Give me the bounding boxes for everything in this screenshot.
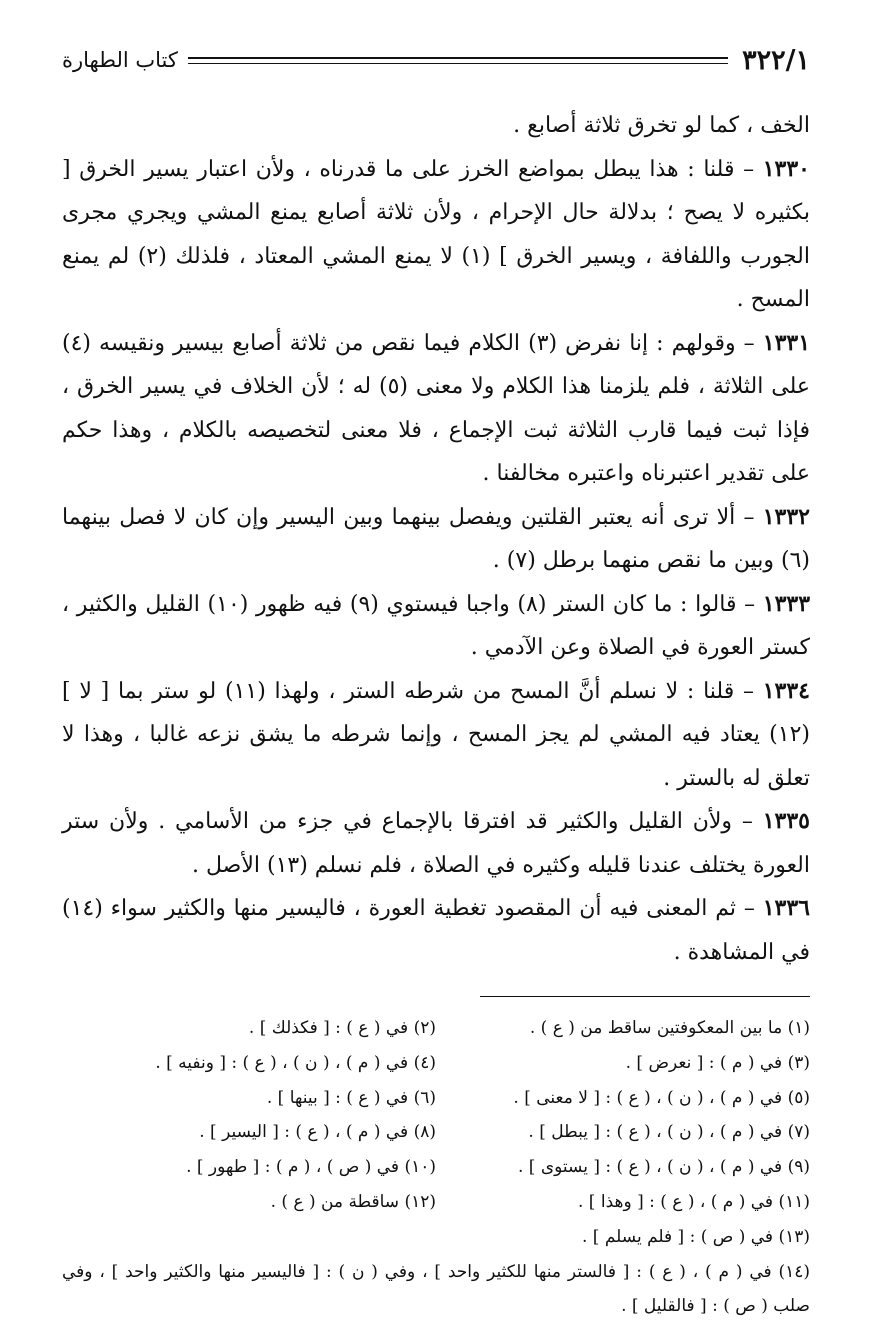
footnote <box>62 1220 436 1255</box>
footnote: (٢) في ( ع ) : [ فكذلك ] . <box>248 1018 436 1038</box>
paragraph-text: – قلنا : لا نسلم أنَّ المسح من شرطه الستر ، ولهذا (١١) لو ستر بما [ لا ] (١٢) يعتاد فيه المشي لم يجز المسح ، وإنما شرطه ما يشق نزعه غالبا ، وهذا لا تعلق له بالستر . <box>62 678 810 791</box>
footnote-row <box>62 1081 810 1116</box>
page-number: ٣٢٢/١ <box>742 44 810 76</box>
paragraph-text: الخف ، كما لو تخرق ثلاثة أصابع . <box>513 113 810 138</box>
header-rule <box>188 57 728 64</box>
footnote: (١٤) في ( م ) ، ( ع ) : [ فالستر منها للكثير واحد ] ، وفي ( ن ) : [ فاليسير منها والكثير واحد ] ، وفي صلب ( ص ) : [ فالقليل ] . <box>62 1261 810 1317</box>
footnote: (١٢) ساقطة من ( ع ) . <box>270 1191 436 1212</box>
paragraph-number: ١٣٣٦ <box>762 895 810 921</box>
main-text <box>62 104 810 974</box>
paragraph-text: – قالوا : ما كان الستر (٨) واجبا فيستوي (٩) فيه ظهور (١٠) القليل والكثير ، كستر العورة في الصلاة وعن الآدمي . <box>62 591 810 660</box>
footnote-row <box>62 1046 810 1081</box>
paragraph <box>62 800 810 887</box>
footnote-row <box>62 1011 810 1046</box>
paragraph <box>62 887 810 974</box>
footnote: (٥) في ( م ) ، ( ن ) ، ( ع ) : [ لا معنى ] . <box>513 1087 810 1108</box>
footnote: (١٣) في ( ص ) : [ فلم يسلم ] . <box>582 1226 810 1247</box>
paragraph <box>62 322 810 496</box>
paragraph <box>62 496 810 583</box>
paragraph-text: – ولأن القليل والكثير قد افترقا بالإجماع في جزء من الأسامي . ولأن ستر العورة يختلف عندنا قليله وكثيره في الصلاة ، فلم نسلم (١٣) الأصل . <box>62 809 810 878</box>
footnote: (١١) في ( م ) ، ( ع ) : [ وهذا ] . <box>578 1191 810 1212</box>
paragraph-number: ١٣٣٥ <box>762 808 810 834</box>
paragraph-number: ١٣٣٣ <box>762 590 811 617</box>
footnotes <box>62 1011 810 1324</box>
book-title: كتاب الطهارة <box>62 48 178 72</box>
paragraph <box>62 148 810 322</box>
paragraph-text: – ألا ترى أنه يعتبر القلتين ويفصل بينهما وبين اليسير وإن كان لا فصل بينهما (٦) وبين ما نقص منهما برطل (٧) . <box>62 504 810 573</box>
footnote-row <box>62 1185 810 1220</box>
paragraph-number: ١٣٣١ <box>762 329 811 356</box>
footnote: (٤) في ( م ) ، ( ن ) ، ( ع ) : [ ونفيه ] . <box>155 1052 436 1073</box>
paragraph-text: – وقولهم : إنا نفرض (٣) الكلام فيما نقص من ثلاثة أصابع بيسير ونقيسه (٤) على الثلاثة ، فلم يلزمنا هذا الكلام ولا معنى (٥) له ؛ لأن الخلاف في يسير الخرق ، فإذا ثبت فيما قارب الثلاثة ثبت الإجماع ، فلا معنى لتخصيصه بالكلام ، وهذا حكم على تقدير اعتبرناه واعتبره مخالفنا . <box>62 330 810 486</box>
page-header <box>62 38 810 82</box>
paragraph-number: ١٣٣٠ <box>762 155 810 182</box>
paragraph-number: ١٣٣٢ <box>762 503 810 530</box>
footnote: (٦) في ( ع ) : [ بينها ] . <box>266 1087 436 1108</box>
paragraph <box>62 670 810 801</box>
paragraph-number: ١٣٣٤ <box>762 677 810 704</box>
footnote: (٣) في ( م ) : [ نعرض ] . <box>625 1052 810 1073</box>
paragraph-text: – قلنا : هذا يبطل بمواضع الخرز على ما قدرناه ، ولأن اعتبار يسير الخرق [ بكثيره لا يصح ؛ بدلالة حال الإحرام ، ولأن ثلاثة أصابع يمنع المشي ويجري مجرى الجورب واللفافة ، ويسير الخرق ] (١) لا يمنع المشي المعتاد ، فلذلك (٢) لم يمنع المسح . <box>62 156 810 312</box>
paragraph <box>62 583 810 670</box>
paragraph <box>62 104 810 148</box>
footnote: (٨) في ( م ) ، ( ع ) : [ اليسير ] . <box>199 1122 436 1143</box>
footnote-rule <box>480 996 810 997</box>
footnote-row <box>62 1220 810 1255</box>
footnote: (١) ما بين المعكوفتين ساقط من ( ع ) . <box>529 1018 810 1038</box>
footnote: (١٠) في ( ص ) ، ( م ) : [ طهور ] . <box>186 1157 436 1178</box>
footnote: (٩) في ( م ) ، ( ن ) ، ( ع ) : [ يستوى ] . <box>517 1157 810 1178</box>
footnote: (٧) في ( م ) ، ( ن ) ، ( ع ) : [ يبطل ] . <box>528 1122 810 1143</box>
footnote-separator <box>62 996 810 997</box>
page <box>62 38 810 1324</box>
footnote-row <box>62 1115 810 1150</box>
paragraph-text: – ثم المعنى فيه أن المقصود تغطية العورة ، فاليسير منها والكثير سواء (١٤) في المشاهدة . <box>62 896 810 965</box>
footnote-row <box>62 1150 810 1185</box>
